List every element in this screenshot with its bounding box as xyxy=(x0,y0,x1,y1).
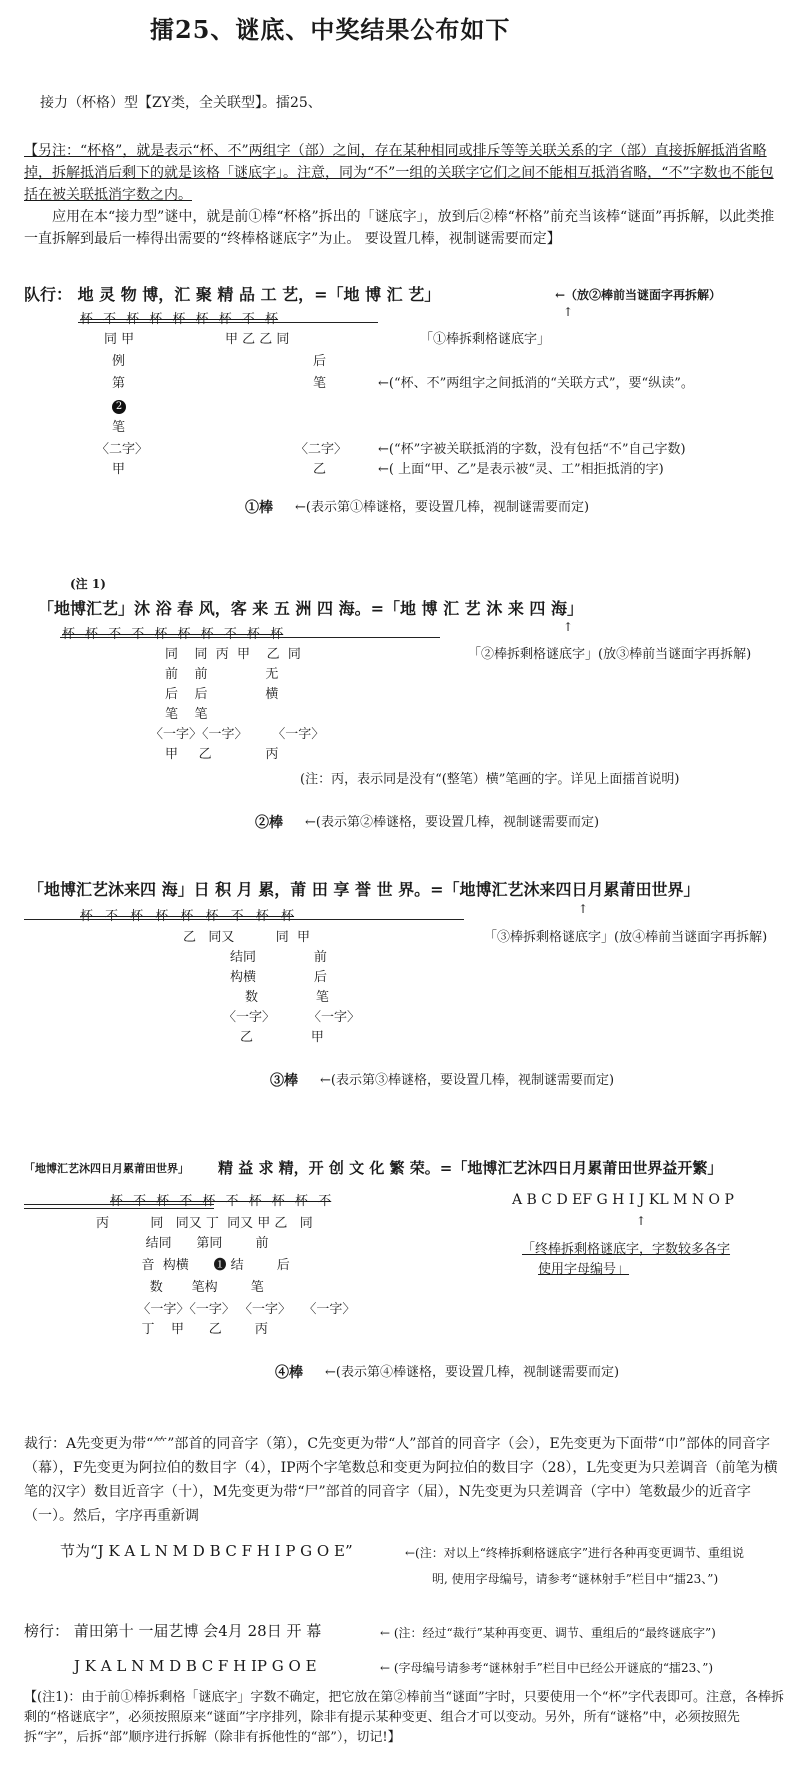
b1-col2-r3: 笔 xyxy=(313,376,327,391)
b3-strike-line xyxy=(24,919,464,920)
b3-label: ③棒 xyxy=(270,1073,298,1089)
b2-label-note: ←(表示第②棒谜格，要设置几棒，视制谜需要而定) xyxy=(305,815,600,830)
b4-up-arrow: ↑ xyxy=(636,1214,647,1228)
b4-label-note: ←(表示第④棒谜格，要设置几棒，视制谜需要而定) xyxy=(325,1365,620,1380)
b1-col1-r2: 例 xyxy=(112,354,126,369)
b4-g3: 音 构横 ❶ 结 后 xyxy=(96,1258,290,1273)
b2-note: (注：丙，表示同是没有“(整笔）横”笔画的字。详见上面擂首说明) xyxy=(300,772,680,787)
b4-g4: 数 笔构 笔 xyxy=(96,1280,264,1295)
b2-g1: 同 同 丙 甲 乙 同 xyxy=(165,647,301,662)
cai-paragraph: 裁行：A先变更为带“⺮”部首的同音字（第），C先变更为带“人”部首的同音字（会），E先变更为下面带“巾”部体的同音字（幕），F先变更为阿拉伯的数目字（4），IP两个字笔数总和变更为阿拉伯的数目字（28），L先变更为只差调音（前笔为横笔的汉字）数目近音字（十），M先变更为带“尸”部首的同音字（届），N先变更为只差调音（字中）笔数最少的近音字（一）。然后，字序再重新调 xyxy=(24,1436,778,1524)
cai-sequence: 节为“J K A L N M D B C F H I P G O E” xyxy=(60,1542,353,1560)
b4-result-1: 「终棒拆剩格谜底字，字数较多各字 xyxy=(522,1242,731,1257)
footnote: 【(注1)：由于前①棒拆剩格「谜底字」字数不确定，把它放在第②棒前当“谜面”字时，只要使用一个“杯”字代表即可。注意，各棒拆剩的“格谜底字”，必须按照原来“谜面”字序排列，除非有提示某种变更、组合才可以变动。另外，所有“谜格”中，必须按照先拆“字”，后拆“部”顺序进行拆解（除非有拆他性的“部”），切记!】 xyxy=(24,1690,784,1745)
apply-note: 应用在本“接力型”谜中，就是前①棒“杯格”拆出的「谜底字」，放到后②棒“杯格”前充当该棒“谜面”再拆解，以此类推一直拆解到最后一棒得出需要的“终棒格谜底字”为止。 要设置几棒，视制谜需要而定】 xyxy=(24,209,775,247)
b1-col1-r5: 笔 xyxy=(112,420,126,435)
b2-g5: 〈一字〉〈一字〉 〈一字〉 xyxy=(150,727,325,742)
b3-row: 「地博汇艺沐来四 海」日 积 月 累，莆 田 享 誉 世 界。=「地博汇艺沐来四日月累莆田世界」 xyxy=(28,880,700,899)
b1-note1: ←(“杯、不”两组字之间抵消的“关联方式”，要“纵读”。 xyxy=(378,376,694,391)
b3-marks: 杯 不 杯 杯 杯 杯 不 杯 杯 xyxy=(80,909,295,924)
number-2-badge: 2 xyxy=(112,400,126,414)
b4-g2: 结同 第同 前 xyxy=(96,1236,269,1251)
b1-col2-r4: 〈二字〉 xyxy=(295,442,348,457)
b2-g6: 甲 乙 丙 xyxy=(165,747,279,762)
b1-col2-r5: 乙 xyxy=(313,462,327,477)
b4-row-mid: 精 益 求 精，开 创 文 化 繁 荣。=「地博汇艺沐四日月累莆田世界益开繁」 xyxy=(218,1159,723,1177)
b2-result: 「②棒拆剩格谜底字」(放③棒前当谜面字再拆解) xyxy=(468,647,752,662)
b4-row-left: 「地博汇艺沐四日月累莆田世界」 xyxy=(24,1162,189,1175)
b3-result: 「③棒拆剩格谜底字」(放④棒前当谜面字再拆解) xyxy=(484,930,768,945)
b3-g5: 〈一字〉 〈一字〉 xyxy=(223,1010,361,1025)
b1-arrow-note: ←（放②棒前当谜面字再拆解） xyxy=(555,288,722,302)
up-arrow: ↑ xyxy=(563,305,574,319)
b4-g5: 〈一字〉〈一字〉 〈一字〉 〈一字〉 xyxy=(96,1302,356,1317)
b1-col2-r1: 甲 乙 乙 同 xyxy=(225,332,290,347)
b2-g2: 前 前 无 xyxy=(165,667,279,682)
page-title: 擂25、谜底、中奖结果公布如下 xyxy=(150,15,511,44)
b1-result: 「①棒拆剩格谜底字」 xyxy=(420,332,551,347)
b1-note3: ←( 上面“甲、乙”是表示被“灵、工”相拒抵消的字) xyxy=(378,462,664,477)
b2-strike-line xyxy=(60,637,440,638)
b4-label: ④棒 xyxy=(275,1365,303,1381)
b1-col1-r3: 第 xyxy=(112,376,126,391)
b2-g4: 笔 笔 xyxy=(165,707,208,722)
b3-up-arrow: ↑ xyxy=(578,902,589,916)
b1-strike-line xyxy=(78,322,378,323)
b2-label: ②棒 xyxy=(255,815,283,831)
bang-row-2: J K A L N M D B C F H IP G O E xyxy=(74,1657,317,1675)
b4-strike-line xyxy=(24,1204,214,1205)
intro-text: 接力（杯格）型【ZY类，全关联型】。擂25、 xyxy=(40,95,322,111)
b4-g1: 丙 同 同又 丁 同又 甲 乙 同 xyxy=(96,1216,313,1231)
b2-footnote-ref: (注 1) xyxy=(70,577,106,591)
b3-g6: 乙 甲 xyxy=(240,1030,324,1045)
bang-row-1: 榜行： 莆田第十 一届艺博 会4月 28日 开 幕 xyxy=(24,1622,322,1640)
b4-letters: A B C D EF G H I J KL M N O P xyxy=(512,1192,734,1208)
b2-marks: 杯 杯 不 不 杯 杯 杯 不 杯 杯 xyxy=(62,627,284,642)
b4-marks: 杯 不 杯 不 杯 不 杯 杯 杯 不 xyxy=(110,1194,332,1209)
b2-up-arrow: ↑ xyxy=(563,620,574,634)
b3-g4: 数 笔 xyxy=(245,990,329,1005)
team-row: 队行： 地 灵 物 博，汇 聚 精 品 工 艺，=「地 博 汇 艺」 xyxy=(24,285,441,304)
b2-g3: 后 后 横 xyxy=(165,687,279,702)
b3-g3: 构横 后 xyxy=(230,970,327,985)
b1-col1-r7: 甲 xyxy=(112,462,126,477)
cai-note-1: ←(注：对以上“终棒拆剩格谜底字”进行各种再变更调节、重组说 xyxy=(405,1546,745,1560)
b1-col2-r2: 后 xyxy=(313,354,327,369)
b3-g2: 结同 前 xyxy=(230,950,327,965)
b1-col1-r6: 〈二字〉 xyxy=(96,442,149,457)
b1-label-note: ←(表示第①棒谜格，要设置几棒，视制谜需要而定) xyxy=(295,500,590,515)
b1-col1-r4 xyxy=(112,396,126,416)
cai-note-2: 明, 使用字母编号，请参考“谜林射手”栏目中“擂23、”) xyxy=(432,1572,719,1586)
b1-label: ①棒 xyxy=(245,500,273,516)
b3-g1: 乙 同又 同 甲 xyxy=(183,930,310,945)
b1-marks: 杯 不 杯 杯 杯 杯 杯 不 杯 xyxy=(80,312,279,327)
bang-note-1: ← (注：经过“裁行”某种再变更、调节、重组后的“最终谜底字”) xyxy=(380,1626,716,1640)
b1-note2: ←(“杯”字被关联抵消的字数，没有包括“不”自己字数) xyxy=(378,442,686,457)
main-note: 【另注：“杯格”，就是表示“杯、不”两组字（部）之间，存在某种相同或排斥等等关联关系的字（部）直接拆解抵消省略掉，拆解抵消后剩下的就是该格「谜底字」。注意，同为“不”一组的关联字它们之间不能相互抵消省略，“不”字数也不能包括在被关联抵消字数之内。 xyxy=(24,143,774,203)
b3-label-note: ←(表示第③棒谜格，要设置几棒，视制谜需要而定) xyxy=(320,1073,615,1088)
bang-note-2: ← (字母编号请参考“谜林射手”栏目中已经公开谜底的“擂23、”) xyxy=(380,1661,714,1675)
b4-g6: 丁 甲 乙 丙 xyxy=(96,1322,268,1337)
b4-strike-line-2 xyxy=(24,1208,214,1209)
b1-col1-r1: 同 甲 xyxy=(104,332,135,347)
b4-result-2: 使用字母编号」 xyxy=(538,1262,630,1277)
b2-row: 「地博汇艺」沐 浴 春 风，客 来 五 洲 四 海。=「地 博 汇 艺 沐 来 四 海」 xyxy=(38,599,583,618)
